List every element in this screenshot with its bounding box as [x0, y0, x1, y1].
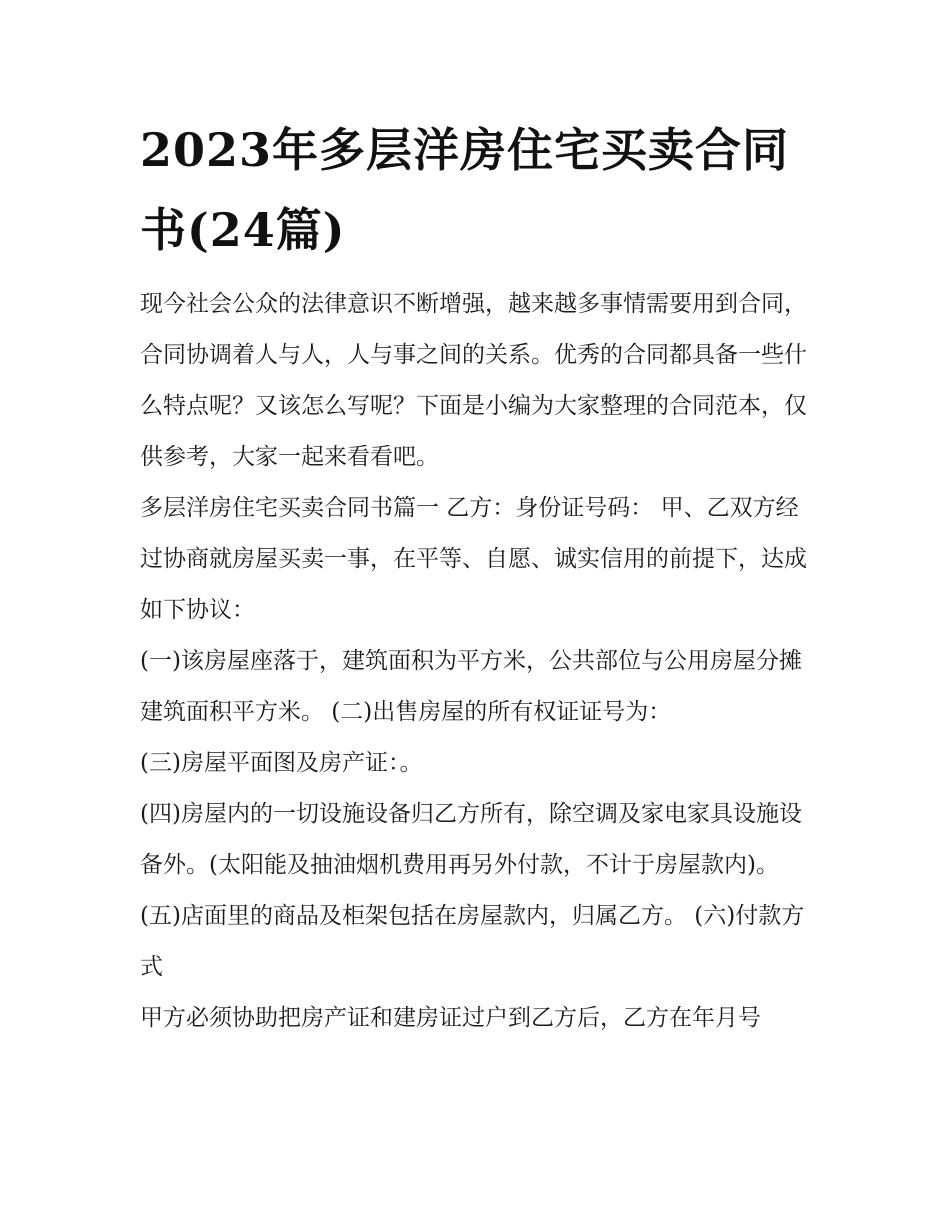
paragraph-intro: 现今社会公众的法律意识不断增强，越来越多事情需要用到合同，合同协调着人与人，人与事之间的关系。优秀的合同都具备一些什么特点呢？又该怎么写呢？下面是小编为大家整理的合同范本，仅供参考，大家一起来看看吧。 [140, 291, 807, 470]
document-title: 2023年多层洋房住宅买卖合同书(24篇) [140, 123, 790, 257]
paragraph-clause-5-6: (五)店面里的商品及柜架包括在房屋款内，归属乙方。 (六)付款方式 [140, 903, 805, 980]
paragraph-contract-parties: 多层洋房住宅买卖合同书篇一 乙方：身份证号码： 甲、乙双方经过协商就房屋买卖一事，在平等、自愿、诚实信用的前提下，达成如下协议： [140, 495, 807, 623]
paragraph-clause-3: (三)房屋平面图及房产证：。 [140, 750, 423, 776]
document-body [140, 279, 820, 1044]
paragraph-payment: 甲方必须协助把房产证和建房证过户到乙方后，乙方在年月号 [140, 1005, 761, 1031]
paragraph-clause-1-2: (一)该房屋座落于，建筑面积为平方米，公共部位与公用房屋分摊建筑面积平方米。 (二)出售房屋的所有权证证号为： [140, 648, 802, 725]
paragraph-clause-4: (四)房屋内的一切设施设备归乙方所有，除空调及家电家具设施设备外。(太阳能及抽油烟机费用再另外付款，不计于房屋款内)。 [140, 801, 802, 878]
